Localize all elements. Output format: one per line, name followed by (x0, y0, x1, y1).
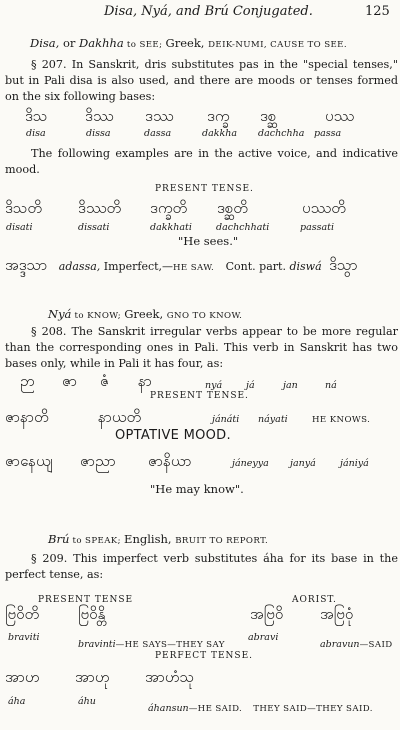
running-header-title: Disa, Nyá, and Brú Conjugated. (104, 4, 313, 19)
perfect-tense-heading: PERFECT TENSE. (155, 651, 254, 661)
present-form-roman: passati (300, 222, 335, 233)
optative-form-roman: jániyá (340, 458, 369, 469)
perfect-form-roman: áhu (78, 696, 96, 707)
present-form-roman: bravinti (78, 639, 116, 650)
paragraph-207: § 207. In Sanskrit, dris substitutes pas in the "special tenses," but in Pali disa is also used, and there are moods or tenses formed on the six following bases: (5, 58, 398, 103)
to-speak-text: to SPEAK; (69, 536, 125, 546)
present-form-burmese: ဒိသတိ (5, 199, 42, 217)
base-burmese: ပဿ (325, 107, 355, 125)
base-burmese: ဇံ (100, 372, 109, 390)
perfect-form-burmese: အာဟ (5, 668, 40, 686)
aorist-form-roman: abravun (320, 639, 360, 650)
nya-word: Nyá (48, 307, 72, 321)
base-roman: dachchha (258, 128, 305, 139)
base-burmese: ဒိသ (25, 107, 48, 125)
examples-paragraph: The following examples are in the active voice, and indicative mood. (5, 147, 398, 176)
present-form-burmese: ဗြဝိန္တိ (78, 605, 106, 623)
base-burmese: ဒက္ခ (207, 107, 230, 125)
greek-words: DEIK-NUMI, CAUSE TO SEE. (208, 40, 347, 50)
base-roman: dissa (86, 128, 111, 139)
base-roman: dakkha (202, 128, 238, 139)
he-knows-meaning: HE KNOWS. (312, 415, 371, 425)
base-roman: disa (26, 128, 46, 139)
base-roman: ná (325, 380, 337, 391)
disa-heading (30, 36, 347, 50)
english-words: BRUIT TO REPORT. (175, 536, 269, 546)
page-number: 125 (365, 4, 390, 19)
to-see-text: to SEE; (123, 40, 166, 50)
optative-form-burmese: ဇာညာ (80, 452, 116, 470)
imperfect-label: Imperfect,— (103, 260, 174, 273)
present-form-roman: disati (6, 222, 33, 233)
present-form-roman: jánáti (212, 414, 240, 425)
bru-heading (48, 532, 268, 546)
imperfect-burmese: အဒ္ဒသာ (5, 256, 48, 274)
present-form-burmese: ဒစ္ဆတိ (217, 199, 248, 217)
nya-heading (48, 307, 242, 321)
base-burmese: ဉာ (20, 372, 35, 390)
present-form-roman: braviti (8, 632, 40, 643)
present-form-roman: dachchhati (216, 222, 270, 233)
bru-present-tense-heading: PRESENT TENSE (38, 595, 134, 605)
present-form-burmese: ဗြဝိတိ (5, 605, 40, 623)
optative-form-roman: janyá (290, 458, 316, 469)
base-burmese: ဒဿ (145, 107, 174, 125)
optative-mood-heading: OPTATIVE MOOD. (115, 428, 231, 443)
cont-part-burmese: ဒိသွာ (329, 256, 358, 274)
base-roman: dassa (144, 128, 172, 139)
present-meaning: —HE SAYS—THEY SAY (115, 640, 225, 650)
greek-words: GNO TO KNOW. (166, 311, 243, 321)
present-form-burmese: ဒက္ခတိ (150, 199, 188, 217)
he-may-know-translation: "He may know". (150, 482, 244, 496)
present-form-burmese: ဇာနာတိ (5, 408, 49, 426)
aorist-form-burmese: အဗြဝိ (250, 605, 284, 623)
disa-word: Disa, (30, 36, 60, 50)
perfect-form-burmese: အာဟံသု (145, 668, 195, 686)
base-roman: passa (314, 128, 342, 139)
base-burmese: ဒိဿ (85, 107, 114, 125)
aorist-form-roman: abravi (248, 632, 279, 643)
base-burmese: ဇာ (62, 372, 78, 390)
perfect-forms-line (148, 696, 373, 715)
he-sees-translation: "He sees." (178, 234, 239, 248)
paragraph-208: § 208. The Sanskrit irregular verbs appear to be more regular than the corresponding ones in Pali. This verb in Sanskrit has two bases only, while in Pali it has four, as: (5, 325, 398, 370)
bru-aorist-heading: AORIST. (292, 595, 337, 605)
optative-form-burmese: ဇာနိယာ (148, 452, 192, 470)
to-know-text: to KNOW; (71, 311, 125, 321)
english-label: English, (124, 532, 176, 546)
base-roman: já (246, 380, 255, 391)
aorist-meaning: —SAID (359, 640, 393, 650)
greek-label: Greek, (124, 307, 167, 321)
present-form-burmese: ပဿတိ (302, 199, 346, 217)
greek-label: Greek, (165, 36, 209, 50)
optative-form-burmese: ဇာနေယျ (5, 452, 53, 470)
imperfect-meaning: HE SAW. (173, 263, 215, 273)
disa-or: or (59, 36, 80, 50)
base-roman: nyá (205, 380, 223, 391)
present-form-burmese: နာယတိ (98, 408, 142, 426)
present-form-burmese: ဒိဿတိ (78, 199, 122, 217)
imperfect-roman: adassa, (58, 260, 101, 273)
perfect-meaning-1: —HE SAID. (188, 704, 243, 714)
present-tense-heading: PRESENT TENSE. (150, 391, 249, 401)
optative-form-roman: jáneyya (232, 458, 269, 469)
paragraph-209: § 209. This imperfect verb substitutes áha for its base in the perfect tense, as: (5, 552, 398, 581)
present-tense-heading: PRESENT TENSE. (155, 184, 254, 194)
present-form-roman: dakkhati (150, 222, 192, 233)
perfect-form-roman: áhansun (148, 703, 189, 714)
base-roman: jan (283, 380, 298, 391)
aorist-forms-line (320, 632, 393, 651)
present-form-roman: dissati (78, 222, 110, 233)
present-form-roman: náyati (258, 414, 288, 425)
cont-part-roman: diswá (289, 260, 322, 273)
base-burmese: နာ (138, 372, 152, 390)
present-forms-line (78, 632, 225, 651)
perfect-form-roman: áha (8, 696, 26, 707)
aorist-form-burmese: အဗြဝုံ (320, 605, 354, 623)
dakkha-word: Dakhha (79, 36, 124, 50)
bru-word: Brú (48, 532, 70, 546)
imperfect-line (5, 256, 358, 278)
cont-part-label: Cont. part. (225, 260, 286, 273)
base-burmese: ဒစ္ဆ (260, 107, 277, 125)
perfect-form-burmese: အာဟု (75, 668, 110, 686)
perfect-meaning-2: THEY SAID—THEY SAID. (253, 704, 373, 714)
